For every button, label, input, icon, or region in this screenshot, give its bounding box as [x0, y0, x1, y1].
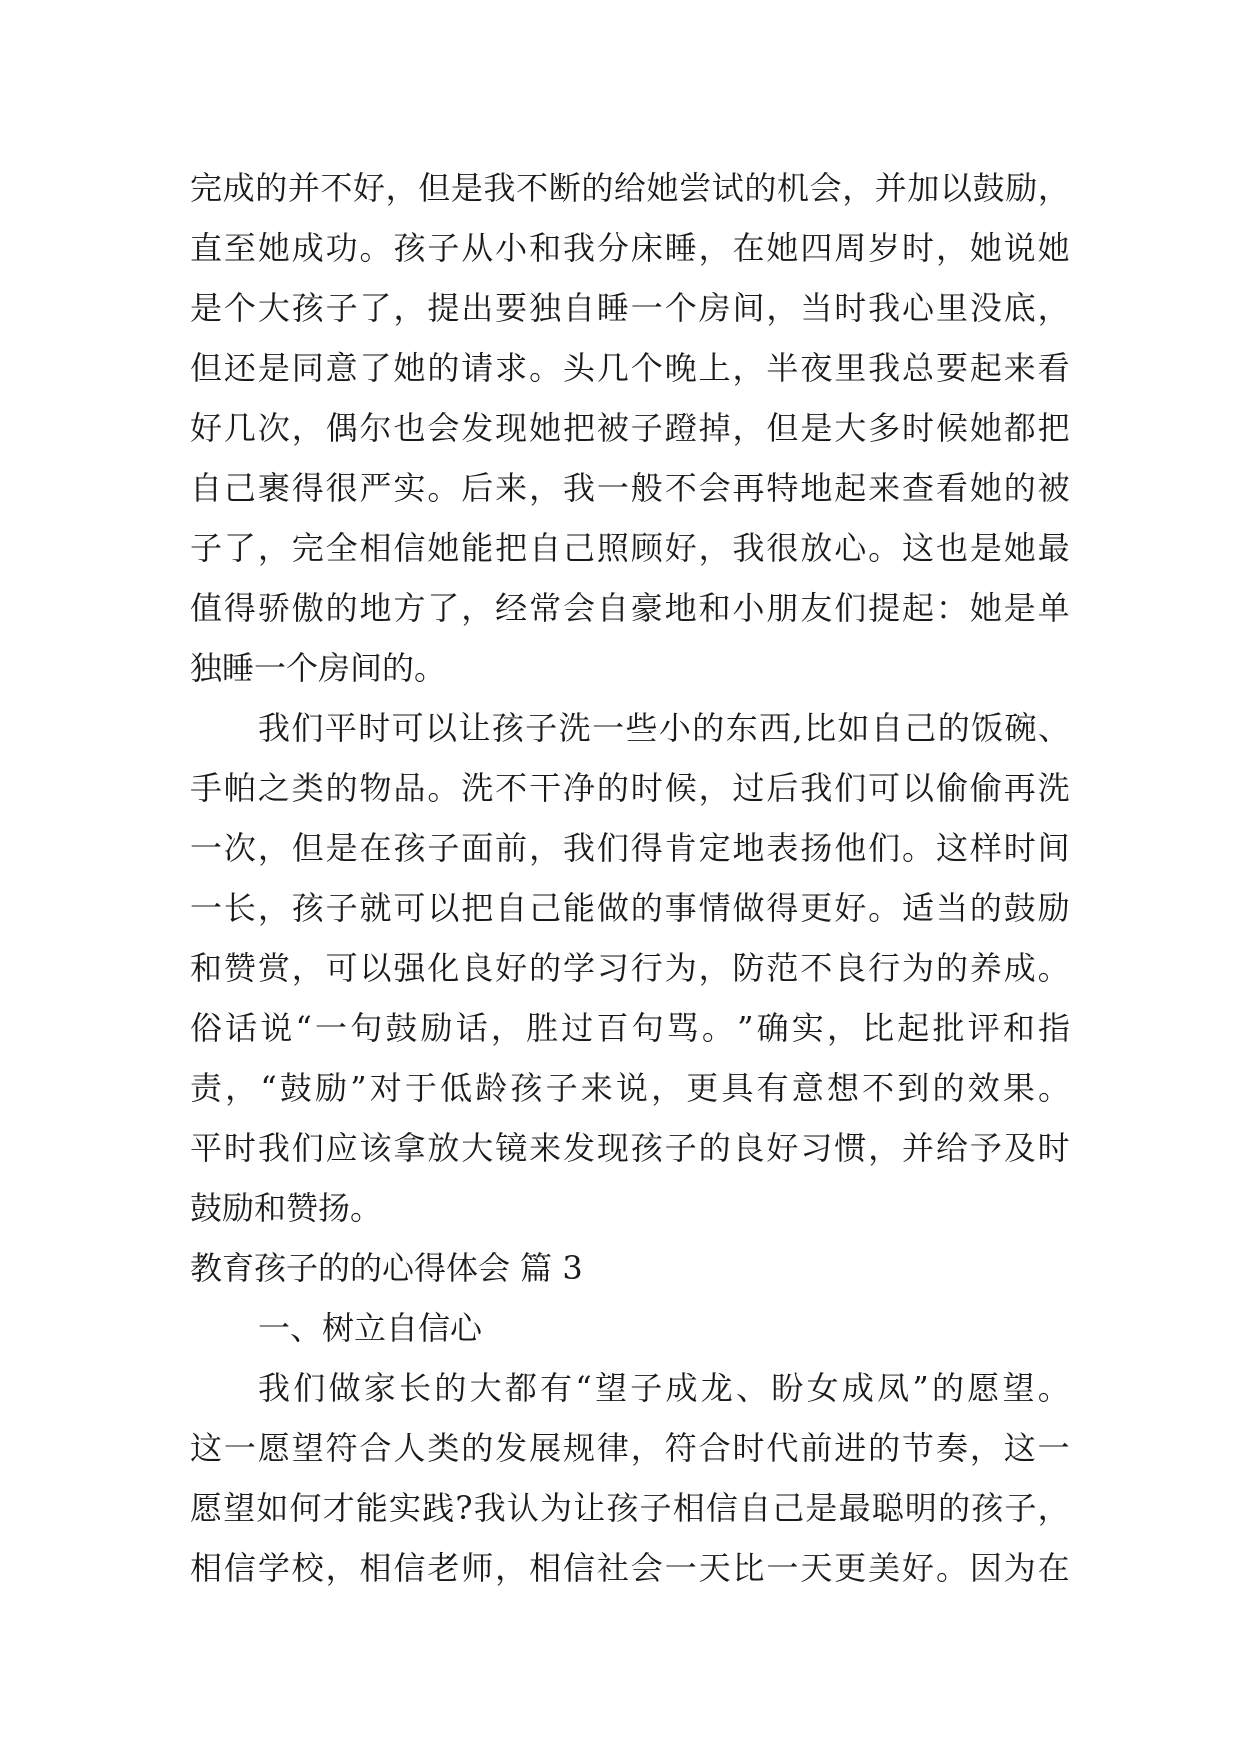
- text-line: 一 长 ， 孩 子 就 可 以 把 自 己 能 做 的 事 情 做 得 更 好 。 适 当 的 鼓 励: [190, 889, 1070, 927]
- text-line: 独睡一个房间的。: [190, 649, 447, 687]
- text-line: 鼓励和赞扬。: [190, 1189, 383, 1227]
- text-line: 相 信 学 校 ， 相 信 老 师 ， 相 信 社 会 一 天 比 一 天 更 美 好 。 因 为 在: [190, 1549, 1070, 1587]
- text-line: 但 还 是 同 意 了 她 的 请 求 。 头 几 个 晚 上 ， 半 夜 里 我 总 要 起 来 看: [190, 349, 1070, 387]
- text-line: 好 几 次 ， 偶 尔 也 会 发 现 她 把 被 子 蹬 掉 ， 但 是 大 多 时 候 她 都 把: [190, 409, 1070, 447]
- text-line: 手 帕 之 类 的 物 品 。 洗 不 干 净 的 时 候 ， 过 后 我 们 可 以 偷 偷 再 洗: [190, 769, 1070, 807]
- text-line: 我 们 做 家 长 的 大 都 有 “ 望 子 成 龙 、 盼 女 成 凤 ” 的 愿 望 。: [258, 1369, 1070, 1407]
- text-line: 一 次 ， 但 是 在 孩 子 面 前 ， 我 们 得 肯 定 地 表 扬 他 们 。 这 样 时 间: [190, 829, 1070, 867]
- text-line: 子 了 ， 完 全 相 信 她 能 把 自 己 照 顾 好 ， 我 很 放 心 。 这 也 是 她 最: [190, 529, 1070, 567]
- section-title: 教育孩子的的心得体会 篇 3: [190, 1249, 583, 1287]
- text-line: 是 个 大 孩 子 了 ， 提 出 要 独 自 睡 一 个 房 间 ， 当 时 我 心 里 没 底 ，: [190, 289, 1070, 327]
- text-line: 我 们 平 时 可 以 让 孩 子 洗 一 些 小 的 东 西 , 比 如 自 己 的 饭 碗 、: [258, 709, 1070, 747]
- text-line: 责 ， “ 鼓 励 ” 对 于 低 龄 孩 子 来 说 ， 更 具 有 意 想 不 到 的 效 果 。: [190, 1069, 1070, 1107]
- text-line: 俗 话 说 “ 一 句 鼓 励 话 ， 胜 过 百 句 骂 。 ” 确 实 ， 比 起 批 评 和 指: [190, 1009, 1070, 1047]
- subheading: 一、树立自信心: [258, 1309, 483, 1347]
- text-line: 自 己 裹 得 很 严 实 。 后 来 ， 我 一 般 不 会 再 特 地 起 来 查 看 她 的 被: [190, 469, 1070, 507]
- text-line: 和 赞 赏 ， 可 以 强 化 良 好 的 学 习 行 为 ， 防 范 不 良 行 为 的 养 成 。: [190, 949, 1070, 987]
- text-line: 值 得 骄 傲 的 地 方 了 ， 经 常 会 自 豪 地 和 小 朋 友 们 提 起 ： 她 是 单: [190, 589, 1070, 627]
- document-body: [190, 158, 1070, 1598]
- text-line: 直 至 她 成 功 。 孩 子 从 小 和 我 分 床 睡 ， 在 她 四 周 岁 时 ， 她 说 她: [190, 229, 1070, 267]
- text-line: 愿 望 如 何 才 能 实 践 ? 我 认 为 让 孩 子 相 信 自 己 是 最 聪 明 的 孩 子 ，: [190, 1489, 1070, 1527]
- text-line: 平 时 我 们 应 该 拿 放 大 镜 来 发 现 孩 子 的 良 好 习 惯 ， 并 给 予 及 时: [190, 1129, 1070, 1167]
- text-line: 完 成 的 并 不 好 ， 但 是 我 不 断 的 给 她 尝 试 的 机 会 ， 并 加 以 鼓 励 ，: [190, 169, 1070, 207]
- text-line: 这 一 愿 望 符 合 人 类 的 发 展 规 律 ， 符 合 时 代 前 进 的 节 奏 ， 这 一: [190, 1429, 1070, 1467]
